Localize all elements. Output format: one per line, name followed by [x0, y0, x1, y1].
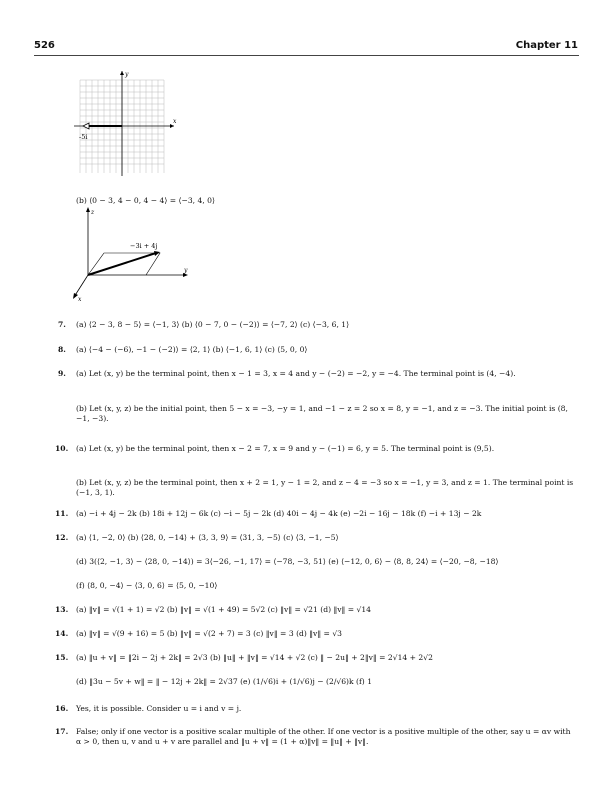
problem-number: 8. [58, 345, 66, 354]
vector-arrow [88, 253, 156, 275]
problem-number: 14. [55, 629, 69, 638]
problem-number: 9. [58, 369, 66, 378]
x-axis-label: x [78, 296, 82, 303]
answer-15d: (d) ‖3u − 5v + w‖ = ‖ − 12j + 2k‖ = 2√37 (e) (1/√6)i + (1/√6)j − (2/√6)k (f) 1 [76, 677, 373, 686]
problem-number: 17. [55, 727, 69, 736]
problem-number: 12. [55, 533, 69, 542]
problem-number: 15. [55, 653, 69, 662]
answer-7: (a) ⟨2 − 3, 8 − 5⟩ = ⟨−1, 3⟩ (b) ⟨0 − 7, 0 − (−2)⟩ = ⟨−7, 2⟩ (c) ⟨−3, 6, 1⟩ [76, 320, 350, 329]
vector-label: −3i + 4j [130, 242, 158, 250]
answer-8: (a) ⟨−4 − (−6), −1 − (−2)⟩ = ⟨2, 1⟩ (b) ⟨−1, 6, 1⟩ (c) ⟨5, 0, 0⟩ [76, 345, 308, 354]
answer-17: False; only if one vector is a positive scalar multiple of the other. If one vector is a positive multiple of the other, say u = αv with α > 0, then u, v and u + v are parallel and ‖u + v‖ = (1 + α)‖v‖ = ‖u‖ + ‖v‖. [76, 727, 571, 746]
x-axis-label: x [173, 118, 177, 125]
answer-9a: (a) Let (x, y) be the terminal point, then x − 1 = 3, x = 4 and y − (−2) = −2, y = −4. The terminal point is (4, −4). [76, 369, 516, 378]
problem-number: 16. [55, 704, 69, 713]
answer-9b: (b) Let (x, y, z) be the initial point, then 5 − x = −3, −y = 1, and −1 − z = 2 so x = 8, y = −1, and z = −3. The initial point is (8, −1, −3). [76, 404, 568, 423]
problem-number: 13. [55, 605, 69, 614]
page-number: 526 [34, 40, 55, 51]
header-rule [34, 55, 579, 56]
answer-12d: (d) 3(⟨2, −1, 3⟩ − ⟨28, 0, −14⟩) = 3⟨−26, −1, 17⟩ = ⟨−78, −3, 51⟩ (e) ⟨−12, 0, 6⟩ − ⟨8, 8, 24⟩ = ⟨−20, −8, −18⟩ [76, 557, 499, 566]
answer-13: (a) ‖v‖ = √(1 + 1) = √2 (b) ‖v‖ = √(1 + 49) = 5√2 (c) ‖v‖ = √21 (d) ‖v‖ = √14 [76, 605, 372, 614]
vector-label: -5i [79, 133, 88, 141]
answer-14: (a) ‖v‖ = √(9 + 16) = 5 (b) ‖v‖ = √(2 + 7) = 3 (c) ‖v‖ = 3 (d) ‖v‖ = √3 [76, 629, 343, 638]
answer-15a: (a) ‖u + v‖ = ‖2i − 2j + 2k‖ = 2√3 (b) ‖u‖ + ‖v‖ = √14 + √2 (c) ‖ − 2u‖ + 2‖v‖ = 2√14 + 2√2 [76, 653, 433, 662]
answer-6b: (b) ⟨0 − 3, 4 − 0, 4 − 4⟩ = ⟨−3, 4, 0⟩ [76, 196, 215, 205]
x-axis [74, 275, 88, 297]
answer-12a: (a) ⟨1, −2, 0⟩ (b) ⟨28, 0, −14⟩ + ⟨3, 3, 9⟩ = ⟨31, 3, −5⟩ (c) ⟨3, −1, −5⟩ [76, 533, 339, 542]
y-axis-label: y [184, 267, 188, 274]
chapter-title: Chapter 11 [515, 40, 578, 51]
answer-10a: (a) Let (x, y) be the terminal point, then x − 2 = 7, x = 9 and y − (−1) = 6, y = 5. The terminal point is (9,5). [76, 444, 495, 453]
answer-11: (a) −i + 4j − 2k (b) 18i + 12j − 6k (c) −i − 5j − 2k (d) 40i − 4j − 4k (e) −2i − 16j − 18k (f) −i + 13j − 2k [76, 509, 482, 518]
problem-number: 10. [55, 444, 69, 453]
grid-vector-figure [70, 68, 190, 178]
answer-10b: (b) Let (x, y, z) be the terminal point, then x + 2 = 1, y − 1 = 2, and z − 4 = −3 so x = −1, y = 3, and z = 1. The terminal point is (−1, 3, 1). [76, 478, 574, 497]
answer-12f: (f) ⟨8, 0, −4⟩ − ⟨3, 0, 6⟩ = ⟨5, 0, −10⟩ [76, 581, 218, 590]
y-axis-label: y [125, 71, 129, 78]
3d-vector-figure [70, 205, 200, 305]
problem-number: 7. [58, 320, 66, 329]
z-axis-label: z [91, 209, 95, 216]
problem-number: 11. [55, 509, 69, 518]
answer-16: Yes, it is possible. Consider u = i and v = j. [76, 704, 242, 713]
